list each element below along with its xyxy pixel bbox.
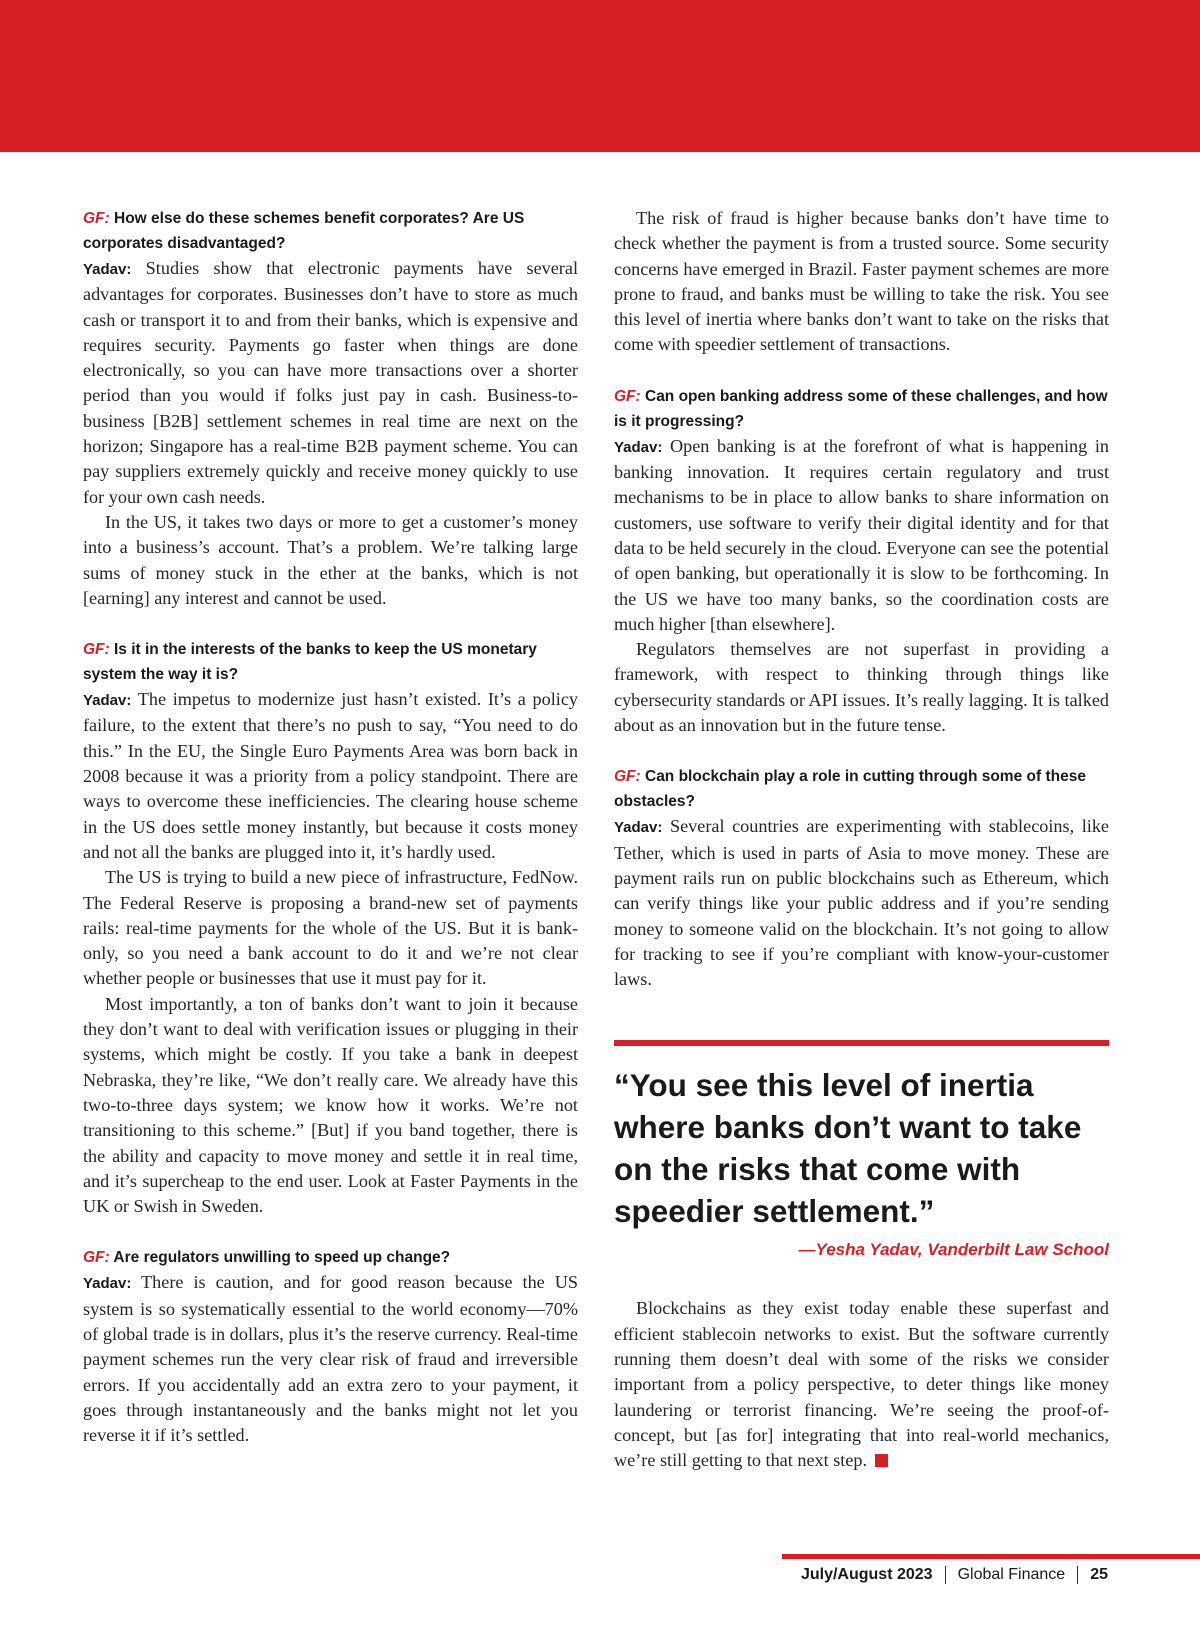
speaker-label: Yadav: <box>614 438 663 456</box>
gf-label: GF: <box>83 210 110 227</box>
question-3 <box>83 1245 578 1270</box>
answer-2 <box>83 687 578 865</box>
answer-text: The impetus to modernize just hasn’t existed. It’s a policy failure, to the extent that there’s no push to say, “You need to do this.” In the EU, the Single Euro Payments Area was born back in 2008 because it was a priority from a policy standpoint. There are ways to overcome these inefficiencies. The clearing house scheme in the US does settle money instantly, but because it costs money and not all the banks are plugged into it, it’s hardly used. <box>83 689 578 862</box>
speaker-label: Yadav: <box>83 1275 132 1293</box>
answer-text: Studies show that electronic payments have several advantages for corporates. Businesses don’t have to store as much cash or transport it to and from their banks, which is expensive and requires security. Payments go faster when things are done electronically, so you can have more transactions over a shorter period than you would if folks just pay in cash. Business-to-business [B2B] settlement schemes in real time are next on the horizon; Singapore has a real-time B2B payment scheme. You can pay suppliers extremely quickly and receive money quickly to use for your own cash needs. <box>83 258 578 507</box>
closing-text: Blockchains as they exist today enable these superfast and efficient stablecoin networks to exist. But the software currently running them doesn’t deal with some of the risks we consider important from a policy perspective, to deter things like money laundering or terrorist financing. We’re seeing the proof-of-concept, but [as for] integrating that into real-world mechanics, we’re still getting to that next step. <box>614 1298 1109 1471</box>
gf-label: GF: <box>614 387 641 405</box>
question-text: Can open banking address some of these challenges, and how is it progressing? <box>614 387 1108 430</box>
answer-text: Several countries are experimenting with stablecoins, like Tether, which is used in parts of Asia to move money. These are payment rails run on public blockchains such as Ethereum, which can verify things like your public address and if you’re sending money to someone valid on the blockchain. It’s not going to allow for tracking to see if you’re compliant with know-your-customer laws. <box>614 816 1109 990</box>
speaker-label: Yadav: <box>83 692 132 710</box>
answer-4 <box>614 434 1109 637</box>
pull-quote-attribution: —Yesha Yadav, Vanderbilt Law School <box>798 1240 1109 1260</box>
answer-text: Open banking is at the forefront of what is happening in banking innovation. It requires certain regulatory and trust mechanisms to be in place to allow banks to share information on customers, use software to verify their digital identity and for that data to be held securely in the cloud. Everyone can see the potential of open banking, but operationally it is slow to be forthcoming. In the US we have too many banks, so the coordination costs are much higher [than elsewhere]. <box>614 435 1109 634</box>
page-footer <box>801 1566 1108 1584</box>
closing-paragraph <box>614 1296 1109 1473</box>
answer-1-continued: In the US, it takes two days or more to get a customer’s money into a business’s account. That’s a problem. We’re talking large sums of money stuck in the ether at the banks, which is not [earning] any interest and cannot be used. <box>83 511 578 608</box>
gf-label: GF: <box>83 1249 110 1267</box>
question-1 <box>83 206 578 256</box>
answer-3 <box>83 1270 578 1448</box>
question-text: Can blockchain play a role in cutting through some of these obstacles? <box>614 768 1086 811</box>
gf-label: GF: <box>83 641 110 659</box>
answer-4-continued: Regulators themselves are not superfast in providing a framework, with respect to thinking through things like cybersecurity standards or API issues. It’s really lagging. It is talked about as an innovation but in the future tense. <box>614 639 1109 736</box>
question-text: Are regulators unwilling to speed up change? <box>109 1249 451 1267</box>
pull-quote-rule <box>614 1040 1109 1046</box>
answer-text: There is caution, and for good reason because the US system is so systematically essential to the world economy—70% of global trade is in dollars, plus it’s the reserve currency. Real-time payment schemes run the very clear risk of fraud and irreversible errors. If you accidentally add an extra zero to your payment, it goes through instantaneously and the banks might not let you reverse it if it’s settled. <box>83 1272 578 1446</box>
footer-rule <box>782 1554 1200 1559</box>
footer-separator <box>945 1566 946 1584</box>
page-number: 25 <box>1090 1566 1108 1583</box>
question-text: Is it in the interests of the banks to keep the US monetary system the way it is? <box>83 641 537 684</box>
question-5 <box>614 764 1109 814</box>
answer-2-continued-2: Most importantly, a ton of banks don’t want to join it because they don’t want to deal with verification issues or plugging in their systems, which might be costly. If you take a bank in deepest Nebraska, they’re like, “We don’t really care. We already have this two-to-three days system; we know how it works. We’re not transitioning to this scheme.” [But] if you band together, there is the ability and capacity to move money and settle it in real time, and it’s supercheap to the end user. Look at Faster Payments in the UK or Swish in Sweden. <box>83 993 578 1217</box>
speaker-label: Yadav: <box>614 819 663 837</box>
end-of-article-icon <box>875 1454 888 1467</box>
left-column <box>83 206 578 1448</box>
answer-1 <box>83 256 578 510</box>
footer-separator <box>1077 1566 1078 1584</box>
speaker-label: Yadav: <box>83 261 132 278</box>
pull-quote: “You see this level of inertia where banks don’t want to take on the risks that come with speedier settlement.” <box>614 1067 1082 1230</box>
header-color-band <box>0 0 1200 152</box>
right-column <box>614 206 1109 1474</box>
answer-5 <box>614 814 1109 992</box>
question-2 <box>83 637 578 687</box>
answer-2-continued: The US is trying to build a new piece of infrastructure, FedNow. The Federal Reserve is proposing a brand-new set of payments rails: real-time payments for the whole of the US. But it is bank-only, so you need a bank account to do it and we’re not clear whether people or businesses that use it must pay for it. <box>83 867 578 989</box>
question-4 <box>614 384 1109 434</box>
answer-3-continued: The risk of fraud is higher because banks don’t have time to check whether the payment is from a trusted source. Some security concerns have emerged in Brazil. Faster payment schemes are more prone to fraud, and banks must be willing to take the risk. You see this level of inertia where banks don’t want to take on the risks that come with speedier settlement of transactions. <box>614 208 1109 355</box>
footer-publication: Global Finance <box>957 1566 1066 1583</box>
gf-label: GF: <box>614 768 641 786</box>
footer-issue: July/August 2023 <box>800 1566 933 1583</box>
question-text: How else do these schemes benefit corporates? Are US corporates disadvantaged? <box>83 210 525 252</box>
